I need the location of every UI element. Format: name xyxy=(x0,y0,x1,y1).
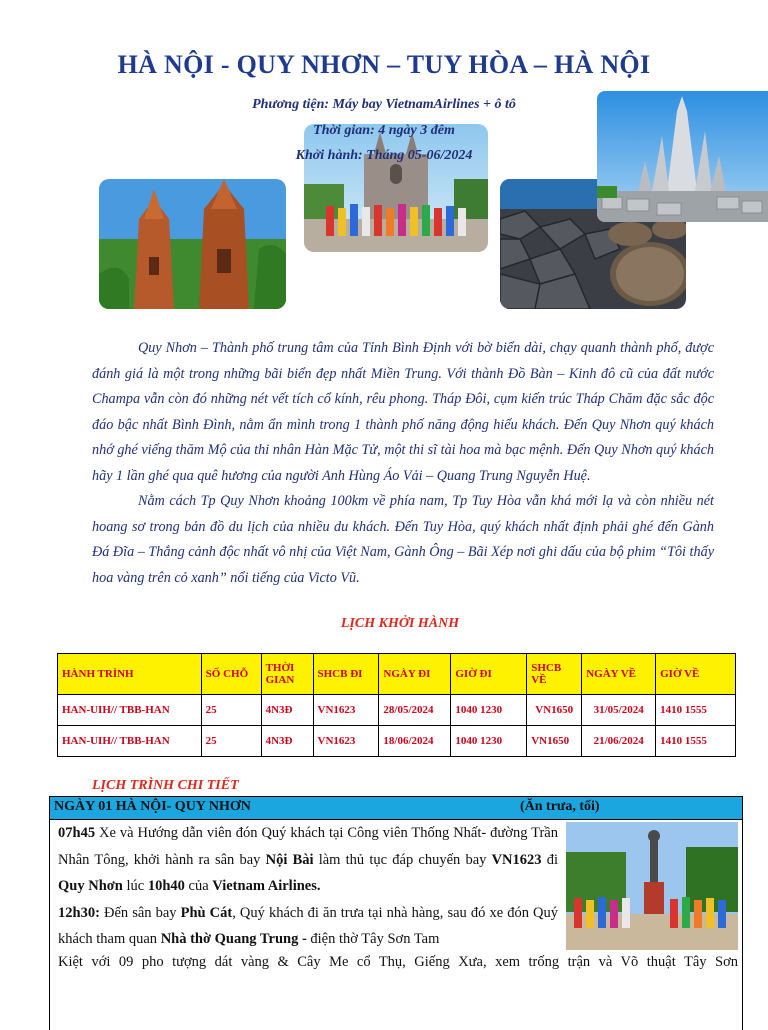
text-span: điện thờ Tây Sơn Tam xyxy=(306,931,440,947)
header-cell: SHCB VỀ xyxy=(527,654,582,695)
time-label: 12h30: xyxy=(58,904,100,921)
table-row xyxy=(58,726,736,757)
departure-line: Khởi hành: Tháng 05-06/2024 xyxy=(295,148,473,163)
header-cell: NGÀY ĐI xyxy=(379,654,451,695)
text-span: Vietnam Airlines. xyxy=(212,878,321,894)
departure-schedule-table xyxy=(57,653,736,757)
header-cell: HÀNH TRÌNH xyxy=(58,654,202,695)
cham-towers-photo xyxy=(99,179,286,309)
table-row xyxy=(58,695,736,726)
table-cell: 28/05/2024 xyxy=(379,695,451,726)
table-cell: 4N3Đ xyxy=(261,695,313,726)
text-span: , Quý khách đi ăn trưa tại nhà hàng, sau đó xe đón Quý khách tham quan xyxy=(58,904,558,947)
text-span: của xyxy=(184,878,213,894)
day-1-body xyxy=(49,820,743,1030)
intro-paragraph-2: Nằm cách Tp Quy Nhơn khoảng 100km về phía nam, Tp Tuy Hòa vẫn khá mới lạ và còn nhiều nét hoang sơ trong bản đồ du lịch của nhiều du khách. Đến Tuy Hòa, quý khách nhất định phải ghé đến Gành Đá Đĩa – Thắng cảnh độc nhất vô nhị của Việt Nam, Gành Ông – Bãi Xép nơi ghi dấu của bộ phim “Tôi thấy hoa vàng trên cỏ xanh” nổi tiếng của Victo Vũ. xyxy=(92,493,714,586)
header-cell: SỐ CHỖ xyxy=(201,654,261,695)
time-label: 07h45 xyxy=(58,825,96,841)
table-cell: 4N3Đ xyxy=(261,726,313,757)
church-group-photo xyxy=(304,124,488,252)
text-span: làm thủ tục đáp chuyến bay xyxy=(313,851,492,868)
day-1-title: NGÀY 01 HÀ NỘI- QUY NHƠN xyxy=(54,799,251,814)
table-cell: 25 xyxy=(201,726,261,757)
duration-line: Thời gian: 4 ngày 3 đêm xyxy=(313,123,455,138)
text-span: đi xyxy=(541,851,558,868)
text-span: Nội Bài xyxy=(265,851,314,868)
table-cell: VN1623 xyxy=(313,726,379,757)
detail-schedule-title: LỊCH TRÌNH CHI TIẾT xyxy=(92,778,239,793)
day-1-paragraph-2 xyxy=(58,900,558,953)
header-cell: SHCB ĐI xyxy=(313,654,379,695)
table-cell: 1410 1555 xyxy=(656,726,736,757)
text-span: Nhà thờ Quang Trung - xyxy=(160,931,307,947)
text-span: VN1623 xyxy=(491,851,542,868)
text-span: Quy Nhơn xyxy=(58,878,123,894)
header-cell: GIỜ ĐI xyxy=(451,654,527,695)
table-cell: HAN-UIH// TBB-HAN xyxy=(58,695,202,726)
quang-trung-group-photo xyxy=(566,822,738,950)
table-cell: VN1650 xyxy=(527,695,582,726)
table-header-row xyxy=(58,654,736,695)
table-cell: VN1650 xyxy=(527,726,582,757)
day-1-text xyxy=(58,820,558,953)
text-span: Xe và Hướng dẫn viên đón Quý khách tại Công viên Thống Nhất- đường Trần Nhân Tông, khởi hành ra sân bay xyxy=(58,825,558,868)
table-cell: 31/05/2024 xyxy=(582,695,656,726)
day-1-last-line: Kiệt với 09 pho tượng dát vàng & Cây Me cổ Thụ, Giếng Xưa, xem trống trận và Võ thuật Tây Sơn xyxy=(58,954,738,970)
schedule-title: LỊCH KHỞI HÀNH xyxy=(340,616,460,631)
table-cell: 1410 1555 xyxy=(656,695,736,726)
table-cell: 1040 1230 xyxy=(451,695,527,726)
day-1-header xyxy=(49,796,743,820)
intro-text xyxy=(92,336,714,591)
table-cell: VN1623 xyxy=(313,695,379,726)
table-cell: 1040 1230 xyxy=(451,726,527,757)
intro-paragraph-1: Quy Nhơn – Thành phố trung tâm của Tỉnh Bình Định với bờ biển dài, chạy quanh thành phố, được đánh giá là một trong những bãi biển đẹp nhất Miền Trung. Với thành Đồ Bàn – Kinh đô cũ của đất nước Champa vẫn còn đó những nét vết tích cổ kính, rêu phong. Tháp Đôi, cụm kiến trúc Tháp Chăm đặc sắc độc đáo bậc nhất Bình Đình, nằm ẩn mình trong 1 thành phố năng động hiếu khách. Đến Quy Nhơn quý khách nhớ ghé viếng thăm Mộ của thi nhân Hàn Mặc Tử, một thi sĩ tài hoa mà bạc mệnh. Đến Quy Nhơn quý khách hãy 1 lần ghé qua quê hương của người Anh Hùng Áo Vải – Quang Trung Nguyễn Huệ. xyxy=(92,340,714,484)
header-cell: THỜI GIAN xyxy=(261,654,313,695)
transport-line: Phương tiện: Máy bay VietnamAirlines + ô tô xyxy=(252,97,516,112)
text-span: 10h40 xyxy=(147,878,185,894)
day-1-paragraph-1 xyxy=(58,820,558,900)
page-title: HÀ NỘI - QUY NHƠN – TUY HÒA – HÀ NỘI xyxy=(117,50,651,79)
header-cell: GIỜ VỀ xyxy=(656,654,736,695)
day-1-meals: (Ăn trưa, tối) xyxy=(520,799,600,814)
table-cell: 21/06/2024 xyxy=(582,726,656,757)
text-span: lúc xyxy=(122,878,148,894)
header-cell: NGÀY VỀ xyxy=(582,654,656,695)
table-cell: HAN-UIH// TBB-HAN xyxy=(58,726,202,757)
text-span: Đến sân bay xyxy=(99,904,181,921)
table-cell: 18/06/2024 xyxy=(379,726,451,757)
table-cell: 25 xyxy=(201,695,261,726)
text-span: Phù Cát xyxy=(180,904,233,921)
